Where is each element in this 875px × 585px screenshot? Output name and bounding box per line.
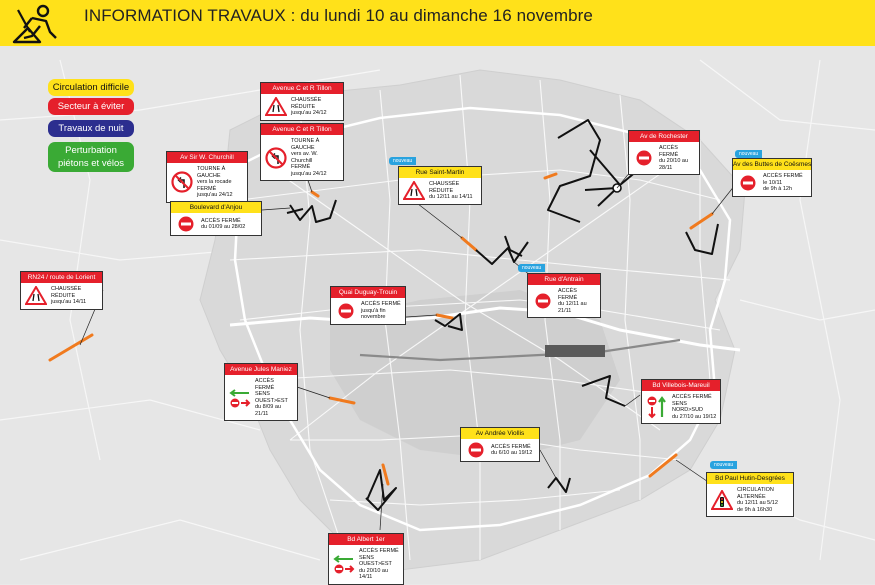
legend-avoid-sector: Secteur à éviter: [48, 98, 134, 115]
one-way-closed-icon: [329, 553, 359, 575]
callout-rn24: [20, 271, 103, 310]
page-title: INFORMATION TRAVAUX : du lundi 10 au dimanche 16 novembre: [84, 6, 593, 25]
callout-title: Av Sir W. Churchill: [167, 152, 247, 163]
no-entry-icon: [528, 293, 558, 309]
callout-line: du 20/10 au 14/11: [359, 567, 389, 580]
callout-line: jusqu'au 24/12: [197, 192, 233, 198]
legend-night-works: Travaux de nuit: [48, 120, 134, 137]
header-banner: [0, 0, 875, 46]
callout-line: ACCÈS FERMÉ: [255, 378, 275, 391]
callout-line: ACCÈS FERMÉ: [763, 173, 803, 179]
callout-line: du 6/10 au 19/12: [491, 450, 533, 456]
callout-hutin-desgrees: [706, 472, 794, 517]
callout-line: jusqu'au 14/11: [51, 299, 87, 305]
callout-tillon-narrowing: [260, 82, 344, 121]
callout-duguay-trouin: [330, 286, 406, 325]
callout-line: ACCÈS FERMÉ: [361, 301, 401, 307]
callout-line: de 9h à 16h30: [737, 506, 773, 513]
one-way-closed-icon: [225, 387, 255, 409]
callout-title: Avenue C et R Tillon: [261, 83, 343, 94]
callout-line: vers av. W. Churchill: [291, 151, 318, 164]
no-entry-icon: [171, 216, 201, 232]
callout-line: le 10/11: [763, 179, 783, 186]
callout-andree-viollis: [460, 427, 540, 462]
callout-title: Bd Albert 1er: [329, 534, 403, 545]
callout-title: Av des Buttes de Coësmes: [733, 161, 811, 168]
callout-title: Boulevard d'Anjou: [171, 202, 261, 213]
callout-line: ACCÈS FERMÉ: [201, 217, 241, 224]
callout-line: du 20/10 au 28/11: [659, 158, 689, 171]
legend-difficult-traffic: Circulation difficile: [48, 79, 134, 96]
callout-title: Bd Paul Hutin-Desgrées: [707, 473, 793, 484]
narrowing-road-icon: [399, 181, 429, 200]
callout-line: jusqu'au 24/12: [291, 170, 327, 177]
callout-line: jusqu'à fin novembre: [361, 307, 386, 320]
callout-title: Quai Duguay-Trouin: [331, 287, 405, 298]
no-left-turn-icon: [261, 147, 291, 169]
roadworker-icon: [10, 2, 70, 44]
callout-title: Bd Villebois-Mareuil: [642, 380, 720, 391]
no-entry-icon: [733, 175, 763, 191]
callout-jules-maniez: [224, 363, 298, 421]
callout-line: FERMÉ: [197, 185, 217, 192]
callout-line: de 9h à 12h: [763, 186, 793, 192]
callout-line: CHAUSSÉE RÉDUITE: [51, 286, 82, 299]
narrowing-road-icon: [21, 286, 51, 305]
no-left-turn-icon: [167, 171, 197, 193]
callout-title: RN24 / route de Lorient: [21, 272, 102, 283]
no-entry-icon: [331, 303, 361, 319]
no-entry-icon: [629, 150, 659, 166]
callout-anjou: [170, 201, 262, 236]
callout-line: FERMÉ: [291, 164, 311, 170]
callout-line: SENS OUEST>EST: [359, 554, 392, 567]
new-badge: nouveau: [518, 264, 545, 272]
traffic-light-icon: [707, 490, 737, 510]
callout-line: du 12/11 au 14/11: [429, 194, 473, 200]
callout-line: ACCÈS FERMÉ: [659, 145, 679, 158]
callout-title: Rue Saint-Martin: [399, 167, 481, 178]
callout-line: jusqu'au 24/12: [291, 110, 327, 116]
no-entry-icon: [461, 442, 491, 458]
callout-antrain: [527, 273, 601, 318]
callout-line: SENS OUEST>EST: [255, 391, 288, 404]
callout-buttes-coesmes: [732, 158, 812, 197]
callout-line: CHAUSSÉE RÉDUITE: [291, 97, 322, 110]
callout-villebois-mareuil: [641, 379, 721, 424]
legend-pedestrian-cycle: Perturbation piétons et vélos: [48, 142, 134, 172]
callout-title: Rue d'Antrain: [528, 274, 600, 285]
narrowing-road-icon: [261, 97, 291, 116]
callout-line: du 01/09 au 28/02: [201, 224, 246, 230]
callout-line: ACCÈS FERMÉ: [359, 548, 399, 554]
callout-title: Avenue Jules Maniez: [225, 364, 297, 375]
callout-line: TOURNE À GAUCHE: [291, 138, 320, 151]
callout-line: vers la rocade: [197, 179, 232, 185]
callout-title: Av Andrée Viollis: [461, 428, 539, 439]
callout-title: Av de Rochester: [629, 131, 699, 142]
callout-line: ACCÈS FERMÉ: [558, 288, 578, 301]
callout-line: du 8/09 au 21/11: [255, 404, 281, 417]
callout-line: CHAUSSÉE RÉDUITE: [429, 181, 460, 194]
callout-line: CIRCULATION: [737, 487, 774, 493]
callout-rochester: [628, 130, 700, 175]
new-badge: nouveau: [735, 150, 762, 158]
callout-albert-1er: [328, 533, 404, 585]
new-badge: nouveau: [389, 157, 416, 165]
callout-line: du 12/11 au 21/11: [558, 301, 587, 314]
callout-line: du 12/11 au 5/12: [737, 500, 778, 506]
callout-line: ALTERNÉE: [737, 493, 766, 500]
new-badge: nouveau: [710, 461, 737, 469]
callout-line: TOURNE À GAUCHE: [197, 166, 226, 179]
callout-saint-martin: [398, 166, 482, 205]
callout-tillon-left-turn: [260, 123, 344, 181]
callout-line: du 27/10 au 19/12: [672, 413, 717, 420]
callout-line: ACCÈS FERMÉ: [672, 394, 712, 400]
one-way-closed-vertical-icon: [642, 395, 672, 419]
callout-title: Avenue C et R Tillon: [261, 124, 343, 135]
callout-line: ACCÈS FERMÉ: [491, 443, 531, 450]
callout-churchill: [166, 151, 248, 203]
callout-line: SENS NORD>SUD: [672, 400, 704, 413]
